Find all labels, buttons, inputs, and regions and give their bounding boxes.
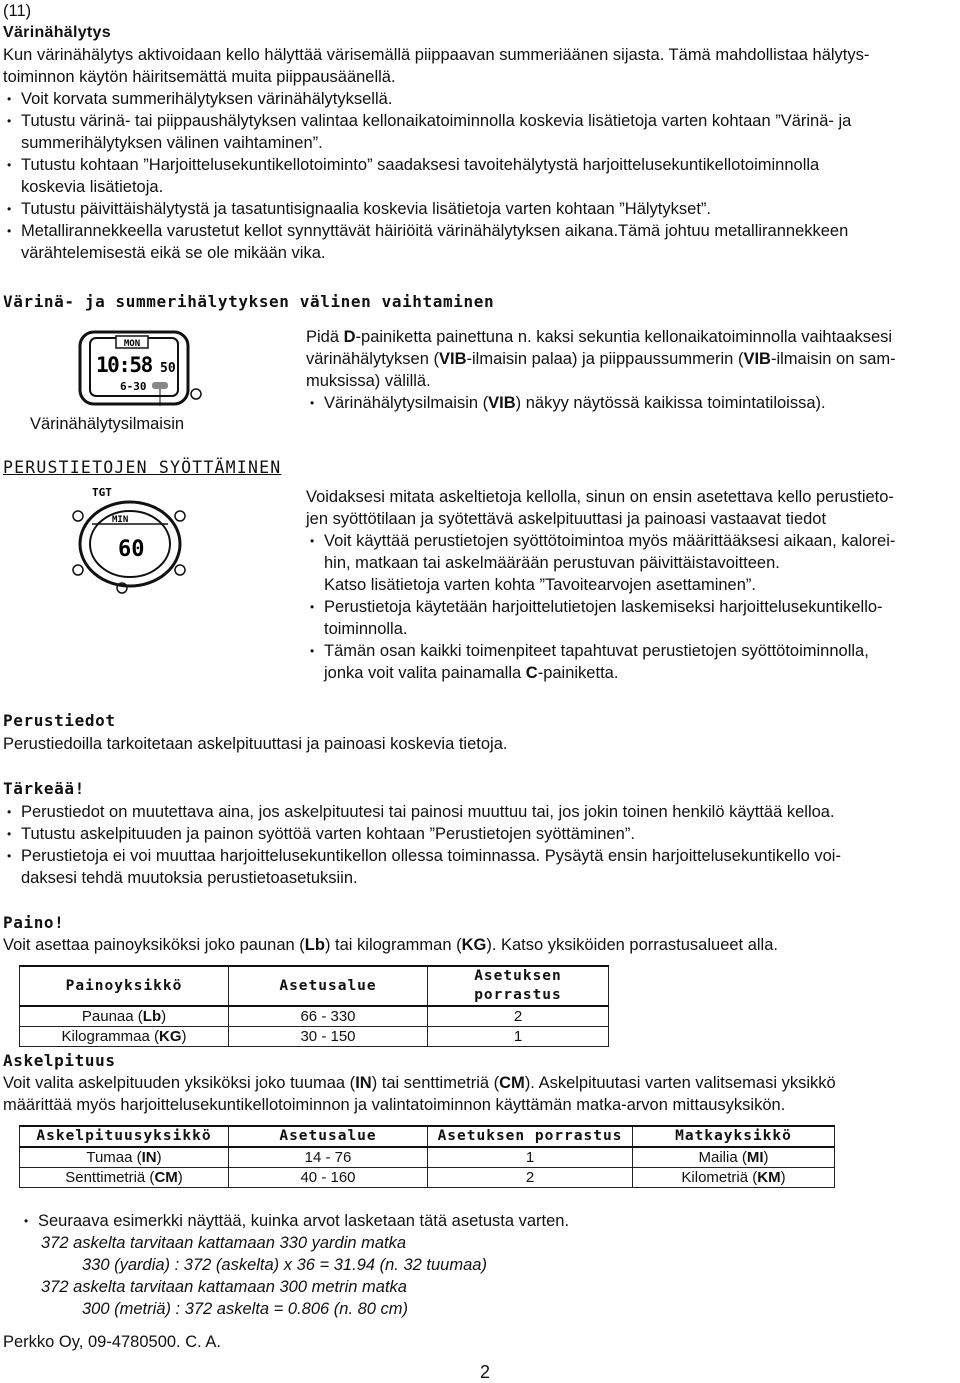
basic-data-text [306,486,958,684]
basic-bullet-1: • Voit käyttää perustietojen syöttötoimintoa myös määrittääksesi aikaan, kalorei- hin, matkaan tai askelmäärään perustuvan päivittäistavoitteen. Katso lisätietoja varten kohta ”Tavoitearvojen asettaminen”. [306,530,958,596]
table-row [20,1168,835,1188]
weight-header-range: Asetusalue [229,966,428,1006]
watch-unit: MIN [112,515,129,525]
basic-bullet-3: • Tämän osan kaikki toimenpiteet tapahtuvat perustietojen syöttötoiminnolla, jonka voit valita painamalla C-painiketta. [306,640,958,684]
example-bullet: • Seuraava esimerkki näyttää, kuinka arvot lasketaan tätä asetusta varten. [20,1210,920,1232]
page-label: (11) [3,2,32,20]
weight-range-cell: 30 - 150 [229,1027,428,1047]
askelpituus-text [3,1072,958,1116]
tarkeaa-bullet-1: • Perustiedot on muutettava aina, jos askelpituutesi tai painosi muuttuu tai, jos jokin toinen henkilö käyttää kelloa. [3,801,958,823]
switching-bullet: • Värinähälytysilmaisin (VIB) näkyy näytössä kaikissa toimintatiloissa). [306,392,958,414]
tarkeaa-bullet-2: • Tutustu askelpituuden ja painon syöttöä varten kohtaan ”Perustietojen syöttäminen”. [3,823,958,845]
section-title-tarkeaa: Tärkeää! [3,779,85,798]
stride-table-header [20,1126,835,1147]
vibration-bullet-3: • Tutustu kohtaan ”Harjoittelusekuntikellotoiminto” saadaksesi tavoitehälytystä harjoittelusekuntikellotoiminnolla koskevia lisätietoja. [3,154,958,198]
section-title-paino: Paino! [3,913,65,932]
tarkeaa-list [3,801,958,889]
weight-header-step: Asetuksen porrastus [428,966,609,1006]
weight-unit-cell: Paunaa (Lb) [20,1006,229,1027]
weight-range-cell: 66 - 330 [229,1006,428,1027]
switching-line-2: värinähälytyksen (VIB-ilmaisin palaa) ja piippaussummerin (VIB-ilmaisin on sam- [306,350,896,368]
watch-tgt-figure [66,484,206,594]
example-line-2: 330 (yardia) : 372 (askelta) x 36 = 31.94 (n. 32 tuumaa) [82,1256,487,1274]
switching-line-1: Pidä D-painiketta painettuna n. kaksi sekuntia kellonaikatoiminnolla vaihtaaksesi [306,328,893,346]
askelpituus-line-1: Voit valita askelpituuden yksiköksi joko tuumaa (IN) tai senttimetriä (CM). Askelpituutasi varten valitsemasi yksikkö [3,1074,836,1092]
stride-header-step: Asetuksen porrastus [428,1126,633,1147]
table-row [20,1147,835,1168]
stride-range-cell: 14 - 76 [229,1147,428,1168]
vibration-bullet-1: • Voit korvata summerihälytyksen värinähälytyksellä. [3,88,958,110]
paino-text: Voit asettaa painoyksiköksi joko paunan (Lb) tai kilogramman (KG). Katso yksiköiden porrastusalueet alla. [3,936,778,954]
page-number: 2 [480,1362,491,1382]
askelpituus-line-2: määrittää myös harjoittelusekuntikellotoiminnon ja valintatoiminnon käyttämän matka-arvon mittausyksikön. [3,1096,786,1114]
stride-header-unit: Askelpituusyksikkö [20,1126,229,1147]
weight-table [19,965,609,1047]
example-line-3: 372 askelta tarvitaan kattamaan 300 metrin matka [41,1278,407,1296]
tarkeaa-bullet-3: • Perustietoja ei voi muuttaa harjoittelusekuntikellon ollessa toiminnassa. Pysäytä ensin harjoittelusekuntikello voi- daksesi tehdä muutoksia perustietoasetuksiin. [3,845,958,889]
basic-intro-1: Voidaksesi mitata askeltietoja kellolla, sinun on ensin asetettava kello perustieto- [306,488,894,506]
section-title-basic-data: PERUSTIETOJEN SYÖTTÄMINEN [3,458,282,477]
vibration-intro [3,44,958,264]
example-block [20,1210,920,1320]
stride-step-cell: 2 [428,1168,633,1188]
stride-header-range: Asetusalue [229,1126,428,1147]
figure-caption-vib: Värinähälytysilmaisin [30,415,185,433]
stride-unit-cell: Senttimetriä (CM) [20,1168,229,1188]
watch-seconds: 50 [160,361,176,376]
stride-unit-cell: Tumaa (IN) [20,1147,229,1168]
watch-vib-figure [78,330,228,410]
section-title-vibration-alarm: Värinähälytys [3,24,111,41]
perustiedot-text: Perustiedoilla tarkoitetaan askelpituuttasi ja painoasi koskevia tietoja. [3,735,508,753]
section-title-perustiedot: Perustiedot [3,711,116,730]
watch-tgt-illustration [66,484,206,594]
switching-text [306,326,958,414]
table-row [20,1006,609,1027]
stride-step-cell: 1 [428,1147,633,1168]
stride-header-distance: Matkayksikkö [633,1126,835,1147]
vibration-bullet-4: • Tutustu päivittäishälytystä ja tasatuntisignaalia koskevia lisätietoja varten kohtaan ”Hälytykset”. [3,198,958,220]
table-row [20,1027,609,1047]
footer-company: Perkko Oy, 09-4780500. C. A. [3,1333,221,1351]
watch-date: 6-30 [120,380,147,393]
basic-intro-2: jen syöttötilaan ja syötettävä askelpituuttasi ja painoasi vastaavat tiedot [306,510,827,528]
weight-step-cell: 2 [428,1006,609,1027]
stride-table [19,1125,835,1188]
example-line-4: 300 (metriä) : 372 askelta = 0.806 (n. 80 cm) [82,1300,409,1318]
weight-step-cell: 1 [428,1027,609,1047]
weight-header-unit: Painoyksikkö [20,966,229,1006]
stride-distance-cell: Mailia (MI) [633,1147,835,1168]
watch-value: 60 [118,537,145,562]
intro-line-1: Kun värinähälytys aktivoidaan kello hälyttää värisemällä piippaavan summeriäänen sijasta. Tämä mahdollistaa hälytys- [3,46,870,64]
example-line-1: 372 askelta tarvitaan kattamaan 330 yardin matka [41,1234,407,1252]
section-title-switching: Värinä- ja summerihälytyksen välinen vaihtaminen [3,292,495,311]
weight-table-header [20,966,609,1006]
watch-time: 10:58 [96,353,152,377]
stride-distance-cell: Kilometriä (KM) [633,1168,835,1188]
section-title-askelpituus: Askelpituus [3,1051,116,1070]
switching-line-3: muksissa) välillä. [306,372,431,390]
watch-tgt-label: TGT [92,486,112,499]
watch-vib-illustration [78,330,208,410]
vibration-bullet-5: • Metallirannekkeella varustetut kellot synnyttävät häiriöitä värinähälytyksen aikana.Tämä johtuu metallirannekkeen värähtelemisestä eikä se ole mikään vika. [3,220,958,264]
stride-range-cell: 40 - 160 [229,1168,428,1188]
intro-line-2: toiminnon käytön häiritsemättä muita piippausäänellä. [3,68,396,86]
vibration-bullet-2: • Tutustu värinä- tai piippaushälytyksen valintaa kellonaikatoiminnolla koskevia lisätietoja varten kohtaan ”Värinä- ja summerihälytyksen välinen vaihtaminen”. [3,110,958,154]
basic-bullet-2: • Perustietoja käytetään harjoittelutietojen laskemiseksi harjoittelusekuntikello- toiminnolla. [306,596,958,640]
weight-unit-cell: Kilogrammaa (KG) [20,1027,229,1047]
watch-day: MON [123,339,141,349]
